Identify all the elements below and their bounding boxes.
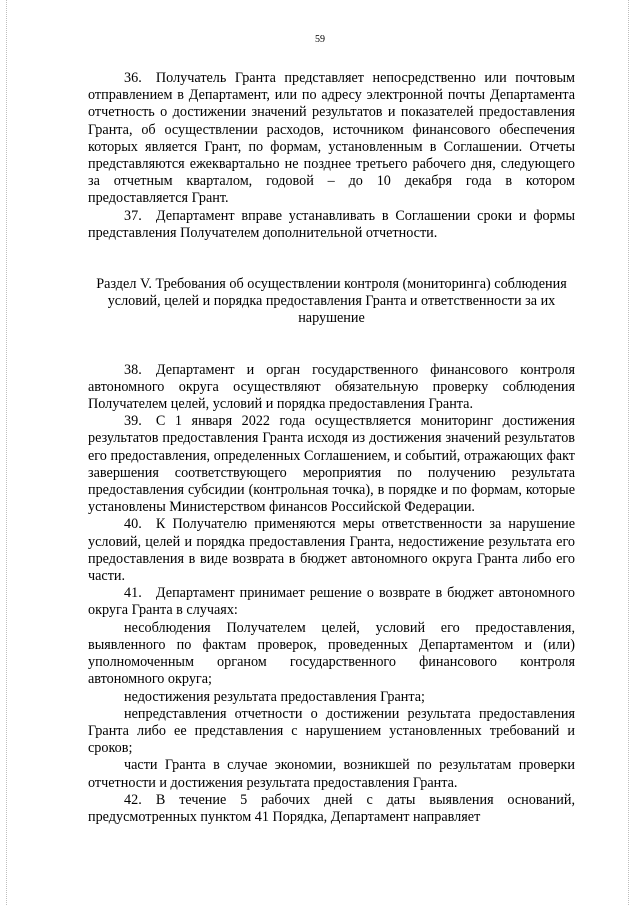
paragraph-37: 37. Департамент вправе устанавливать в Соглашении сроки и формы представления Получателем дополнительной отчетности. [88, 207, 575, 241]
paragraph-39: 39. С 1 января 2022 года осуществляется мониторинг достижения результатов предоставления Гранта исходя из достижения значений результатов его предоставления, определенных Соглашением, и событий, отражающих факт завершения соответствующего мероприятия по получению результата предоставления субсидии (контрольная точка), в порядке и по формам, которые установлены Министерством финансов Российской Федерации. [88, 413, 575, 516]
paragraph-38: 38. Департамент и орган государственного финансового контроля автономного округа осуществляют обязательную проверку соблюдения Получателем целей, условий и порядка предоставления Гранта. [88, 361, 575, 413]
section-heading: Раздел V. Требования об осуществлении контроля (мониторинга) соблюдения условий, целей и порядка предоставления Гранта и ответственности за их нарушение [96, 276, 567, 327]
page-number: 59 [315, 34, 325, 45]
paragraph-41-case-1: несоблюдения Получателем целей, условий его предоставления, выявленного по фактам проверок, проведенных Департаментом и (или) уполномоченным органом государственного финансового контроля автономного округа; [88, 619, 575, 688]
paragraph-41-case-2: недостижения результата предоставления Гранта; [124, 688, 425, 705]
scan-edge-left [6, 0, 8, 905]
document-body [88, 70, 575, 826]
paragraph-41: 41. Департамент принимает решение о возврате в бюджет автономного округа Гранта в случаях: [88, 585, 575, 619]
paragraph-36: 36. Получатель Гранта представляет непосредственно или почтовым отправлением в Департамент, или по адресу электронной почты Департамента отчетность о достижении значений результатов и показателей предоставления Гранта, об осуществлении расходов, источником финансового обеспечения которых является Грант, по формам, установленным в Соглашении. Отчеты представляются ежеквартально не позднее третьего рабочего дня, следующего за отчетным кварталом, годовой – до 10 декабря года в котором предоставляется Грант. [88, 70, 575, 207]
paragraph-41-case-4: части Гранта в случае экономии, возникшей по результатам проверки отчетности и достижения результата предоставления Гранта. [88, 757, 575, 791]
paragraph-40: 40. К Получателю применяются меры ответственности за нарушение условий, целей и порядка предоставления Гранта, недостижение результата его предоставления в виде возврата в бюджет автономного округа Гранта либо его части. [88, 516, 575, 585]
paragraph-41-case-3: непредставления отчетности о достижении результата предоставления Гранта либо ее представления с нарушением установленных требований и сроков; [88, 705, 575, 757]
scan-edge-right [628, 0, 630, 905]
paragraph-42: 42. В течение 5 рабочих дней с даты выявления оснований, предусмотренных пунктом 41 Порядка, Департамент направляет [88, 791, 575, 825]
